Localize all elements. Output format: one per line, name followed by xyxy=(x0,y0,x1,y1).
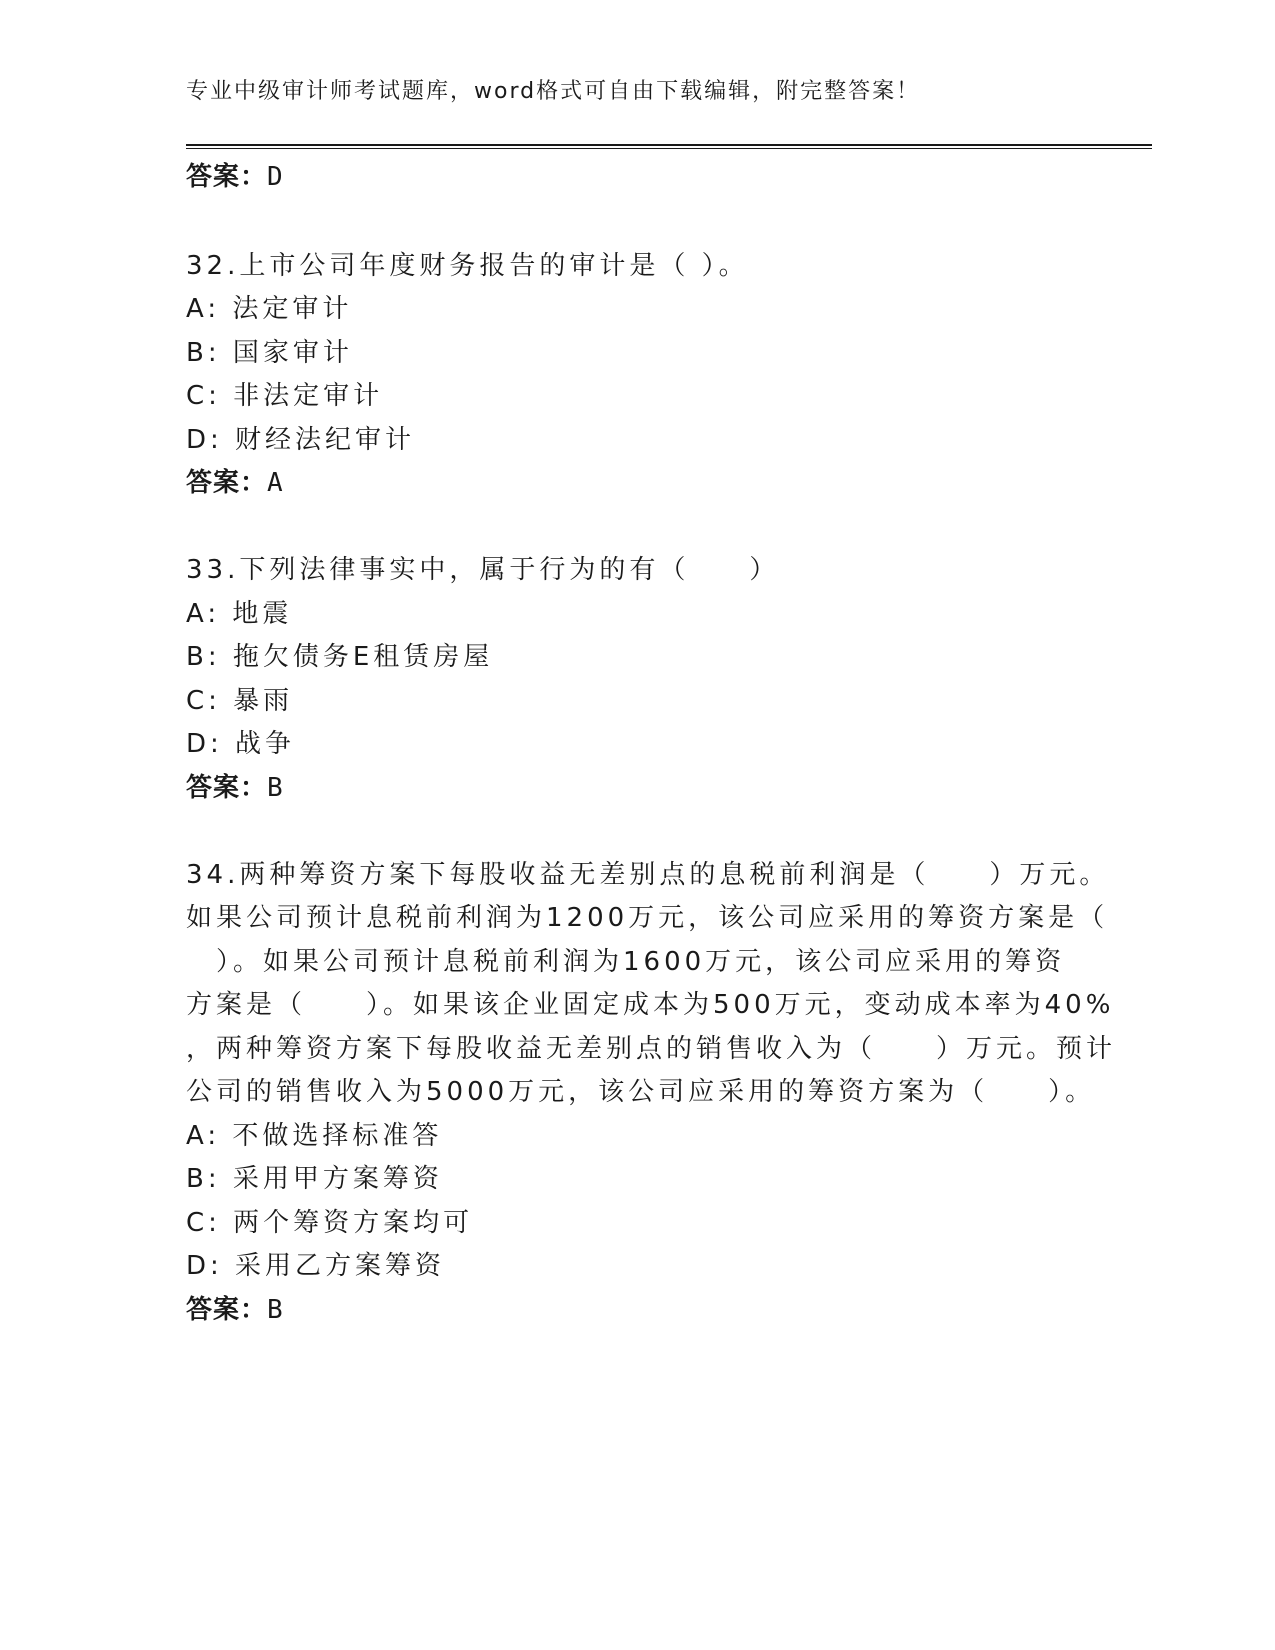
page-header: 专业中级审计师考试题库，word格式可自由下载编辑，附完整答案！ xyxy=(186,79,921,104)
option-a: A: 不做选择标准答 xyxy=(186,1121,443,1151)
answer-value: B xyxy=(267,1295,284,1325)
answer-value: B xyxy=(267,773,284,803)
option-a: A: 地震 xyxy=(186,599,293,629)
question-stem: 32.上市公司年度财务报告的审计是（ ）。 xyxy=(186,251,749,281)
question-stem: 33.下列法律事实中，属于行为的有（ ） xyxy=(186,555,780,585)
option-d: D: 战争 xyxy=(186,729,296,759)
option-b: B: 采用甲方案筹资 xyxy=(186,1164,443,1194)
answer-value: A xyxy=(267,468,284,498)
answer-value: D xyxy=(267,162,284,192)
answer-label: 答案： xyxy=(186,773,268,803)
question-stem-line: 如果公司预计息税前利润为1200万元，该公司应采用的筹资方案是（ xyxy=(186,903,1109,933)
option-b: B: 国家审计 xyxy=(186,338,353,368)
answer xyxy=(186,767,284,804)
option-c: C: 非法定审计 xyxy=(186,381,384,411)
question-stem-line: ，两种筹资方案下每股收益无差别点的销售收入为（ ）万元。预计 xyxy=(186,1034,1117,1064)
question-stem-line: 34.两种筹资方案下每股收益无差别点的息税前利润是（ ）万元。 xyxy=(186,860,1110,890)
question-stem-line: 公司的销售收入为5000万元，该公司应采用的筹资方案为（ ）。 xyxy=(186,1077,1096,1107)
option-a: A: 法定审计 xyxy=(186,294,353,324)
option-d: D: 财经法纪审计 xyxy=(186,425,416,455)
question-stem-line: ）。如果公司预计息税前利润为1600万元，该公司应采用的筹资 xyxy=(186,947,1066,977)
option-d: D: 采用乙方案筹资 xyxy=(186,1251,446,1281)
option-b: B: 拖欠债务E租赁房屋 xyxy=(186,642,494,672)
answer-label: 答案： xyxy=(186,468,268,498)
option-c: C: 两个筹资方案均可 xyxy=(186,1208,474,1238)
answer-label: 答案： xyxy=(186,162,268,192)
option-c: C: 暴雨 xyxy=(186,686,294,716)
answer-label: 答案： xyxy=(186,1295,268,1325)
header-rule xyxy=(186,144,1152,149)
answer xyxy=(186,462,284,499)
prev-answer xyxy=(186,156,284,193)
answer xyxy=(186,1289,284,1326)
question-stem-line: 方案是（ ）。如果该企业固定成本为500万元，变动成本率为40% xyxy=(186,990,1115,1020)
